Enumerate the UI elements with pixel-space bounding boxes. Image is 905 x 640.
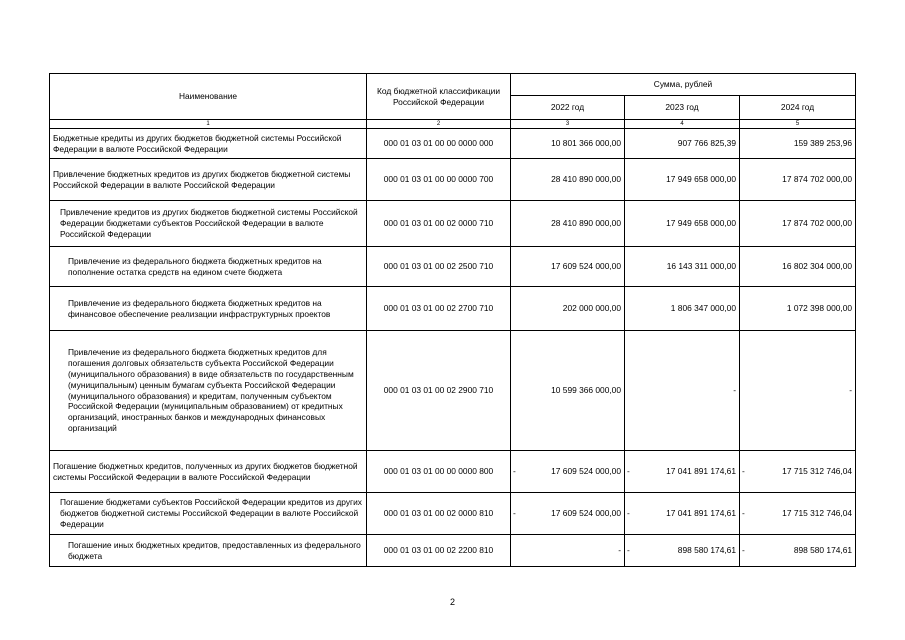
row-amount-2024 [740,535,856,567]
row-name: Привлечение бюджетных кредитов из других бюджетов бюджетной системы Российской Федерации в валюте Российской Федерации [50,159,367,201]
amount-value: 17 949 658 000,00 [666,218,736,229]
row-code: 000 01 03 01 00 00 0000 000 [367,129,511,159]
row-code: 000 01 03 01 00 02 0000 710 [367,201,511,247]
minus-mark: - [627,508,630,519]
row-amount-2023 [625,129,740,159]
minus-mark: - [627,545,630,556]
table-row [50,129,856,159]
row-amount-2023 [625,535,740,567]
page-number: 2 [449,597,455,607]
table-row [50,493,856,535]
amount-value: 16 143 311 000,00 [666,261,736,272]
row-amount-2023 [625,493,740,535]
row-amount-2024 [740,247,856,287]
row-amount-2023 [625,287,740,331]
amount-value: 10 801 366 000,00 [551,138,621,149]
amount-value: - [849,385,853,396]
row-name: Погашение бюджетных кредитов, полученных из других бюджетов бюджетной системы Российской Федерации в валюте Российской Федерации [50,451,367,493]
amount-value: 202 000 000,00 [562,303,621,314]
table-row [50,287,856,331]
row-name: Привлечение из федерального бюджета бюджетных кредитов на финансовое обеспечение реализации инфраструктурных проектов [50,287,367,331]
table-row [50,535,856,567]
table-row [50,451,856,493]
row-amount-2024 [740,287,856,331]
row-amount-2023 [625,159,740,201]
row-name: Бюджетные кредиты из других бюджетов бюджетной системы Российской Федерации в валюте Российской Федерации [50,129,367,159]
row-code: 000 01 03 01 00 02 2500 710 [367,247,511,287]
header-year-2022: 2022 год [511,96,625,120]
row-amount-2023 [625,247,740,287]
row-code: 000 01 03 01 00 00 0000 700 [367,159,511,201]
row-amount-2023 [625,201,740,247]
amount-value: 10 599 366 000,00 [551,385,621,396]
minus-mark: - [513,508,516,519]
row-amount-2022 [511,287,625,331]
amount-value: 907 766 825,39 [677,138,736,149]
minus-mark: - [742,466,745,477]
row-amount-2024 [740,129,856,159]
minus-mark: - [742,508,745,519]
header-code: Код бюджетной классификации Российской Федерации [367,74,511,120]
col-number-1: 1 [50,120,367,129]
amount-value: 1 072 398 000,00 [786,303,853,314]
amount-value: 17 874 702 000,00 [782,218,853,229]
header-sum: Сумма, рублей [511,74,856,96]
row-amount-2022 [511,331,625,451]
amount-value: 159 389 253,96 [793,138,853,149]
table-row [50,247,856,287]
col-number-2: 2 [367,120,511,129]
amount-value: - [733,385,736,396]
row-amount-2024 [740,493,856,535]
row-amount-2022 [511,247,625,287]
row-amount-2023 [625,451,740,493]
header-year-2023: 2023 год [625,96,740,120]
amount-value: 17 041 891 174,61 [666,466,736,477]
table-row [50,201,856,247]
table-row [50,331,856,451]
row-code: 000 01 03 01 00 00 0000 800 [367,451,511,493]
amount-value: 28 410 890 000,00 [551,218,621,229]
table-row [50,159,856,201]
row-amount-2022 [511,493,625,535]
amount-value: 17 715 312 746,04 [782,466,853,477]
row-code: 000 01 03 01 00 02 2200 810 [367,535,511,567]
minus-mark: - [742,545,745,556]
row-code: 000 01 03 01 00 02 2700 710 [367,287,511,331]
col-number-3: 3 [511,120,625,129]
row-amount-2024 [740,331,856,451]
minus-mark: - [627,466,630,477]
col-number-4: 4 [625,120,740,129]
amount-value: 16 802 304 000,00 [782,261,853,272]
col-number-5: 5 [740,120,856,129]
row-amount-2022 [511,451,625,493]
header-year-2024: 2024 год [740,96,856,120]
row-amount-2022 [511,129,625,159]
amount-value: 28 410 890 000,00 [551,174,621,185]
amount-value: 17 715 312 746,04 [782,508,853,519]
row-amount-2024 [740,201,856,247]
row-amount-2023 [625,331,740,451]
row-name: Погашение иных бюджетных кредитов, предоставленных из федерального бюджета [50,535,367,567]
budget-table [49,73,856,567]
amount-value: 17 874 702 000,00 [782,174,853,185]
amount-value: 17 609 524 000,00 [551,466,621,477]
amount-value: 898 580 174,61 [677,545,736,556]
row-amount-2024 [740,159,856,201]
row-amount-2024 [740,451,856,493]
amount-value: 17 609 524 000,00 [551,508,621,519]
row-code: 000 01 03 01 00 02 0000 810 [367,493,511,535]
header-name: Наименование [50,74,367,120]
row-name: Погашение бюджетами субъектов Российской Федерации кредитов из других бюджетов бюджетной системы Российской Федерации в валюте Российской Федерации [50,493,367,535]
row-code: 000 01 03 01 00 02 2900 710 [367,331,511,451]
amount-value: 1 806 347 000,00 [670,303,736,314]
amount-value: 17 609 524 000,00 [551,261,621,272]
amount-value: 898 580 174,61 [793,545,853,556]
minus-mark: - [513,466,516,477]
row-name: Привлечение из федерального бюджета бюджетных кредитов на пополнение остатка средств на едином счете бюджета [50,247,367,287]
row-name: Привлечение кредитов из других бюджетов бюджетной системы Российской Федерации бюджетами субъектов Российской Федерации в валюте Российской Федерации [50,201,367,247]
row-amount-2022 [511,535,625,567]
amount-value: 17 949 658 000,00 [666,174,736,185]
row-name: Привлечение из федерального бюджета бюджетных кредитов для погашения долговых обязательств субъекта Российской Федерации (муниципального образования) в виде обязательств по государственным (муниципальным) ценным бумагам субъекта Российской Федерации (муниципального образования) и кредитам, полученным субъектом Российской Федерации (муниципальным образованием) от кредитных организаций, иностранных банков и международных финансовых организаций [50,331,367,451]
amount-value: - [618,545,621,556]
row-amount-2022 [511,201,625,247]
row-amount-2022 [511,159,625,201]
amount-value: 17 041 891 174,61 [666,508,736,519]
